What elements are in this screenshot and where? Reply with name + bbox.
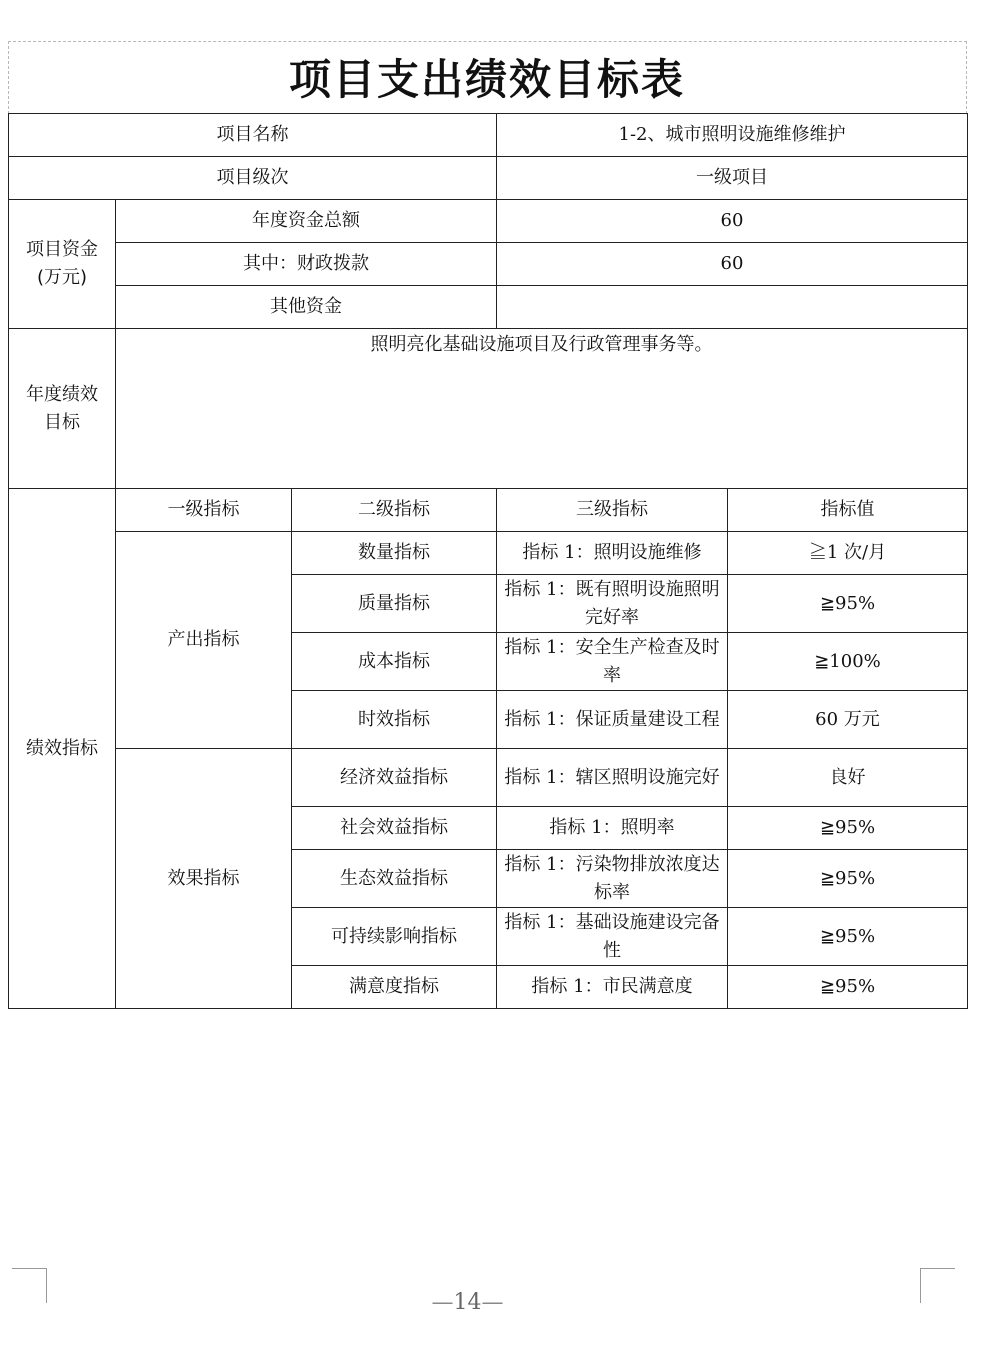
- fiscal-label: 其中：财政拨款: [116, 243, 497, 286]
- project-level-label: 项目级次: [9, 157, 497, 200]
- indicator-level2: 时效指标: [292, 691, 497, 749]
- annual-total-value: 60: [497, 200, 968, 243]
- page-number: 14: [453, 1290, 482, 1315]
- indicator-level2: 经济效益指标: [292, 749, 497, 807]
- indicator-level2: 可持续影响指标: [292, 908, 497, 966]
- indicator-value: 60 万元: [728, 691, 968, 749]
- fiscal-value: 60: [497, 243, 968, 286]
- header-level1: 一级指标: [116, 489, 292, 532]
- indicator-value: ≧95%: [728, 966, 968, 1009]
- annual-goal-text: 照明亮化基础设施项目及行政管理事务等。: [116, 329, 968, 489]
- indicator-value: ≧100%: [728, 633, 968, 691]
- project-level-value: 一级项目: [497, 157, 968, 200]
- annual-goal-label-line1: 年度绩效: [26, 383, 98, 405]
- page-title: 项目支出绩效目标表: [288, 55, 685, 104]
- indicator-header-row: [9, 489, 968, 532]
- indicator-level3: 指标 1：照明设施维修: [497, 532, 728, 575]
- effect-indicator-label: 效果指标: [116, 749, 292, 1009]
- indicator-level3: 指标 1：污染物排放浓度达标率: [497, 850, 728, 908]
- indicator-level2: 数量指标: [292, 532, 497, 575]
- other-funds-value: [497, 286, 968, 329]
- indicator-value: ≧95%: [728, 850, 968, 908]
- indicator-level2: 质量指标: [292, 575, 497, 633]
- indicator-level2: 社会效益指标: [292, 807, 497, 850]
- indicator-level2: 生态效益指标: [292, 850, 497, 908]
- output-indicator-label: 产出指标: [116, 532, 292, 749]
- funds-label-line2: (万元): [36, 267, 88, 288]
- other-funds-label: 其他资金: [116, 286, 497, 329]
- annual-goal-label: [9, 329, 116, 489]
- annual-total-row: [9, 200, 968, 243]
- performance-target-table: [8, 113, 968, 1009]
- indicators-section-label: 绩效指标: [9, 489, 116, 1009]
- funds-label-line1: 项目资金: [26, 239, 98, 260]
- fiscal-row: [9, 243, 968, 286]
- indicator-level3: 指标 1：安全生产检查及时率: [497, 633, 728, 691]
- indicator-value: 良好: [728, 749, 968, 807]
- header-level2: 二级指标: [292, 489, 497, 532]
- project-name-label: 项目名称: [9, 114, 497, 157]
- indicator-level3: 指标 1：照明率: [497, 807, 728, 850]
- indicator-level3: 指标 1：既有照明设施照明完好率: [497, 575, 728, 633]
- indicator-value: ≧95%: [728, 807, 968, 850]
- indicator-level3: 指标 1：保证质量建设工程: [497, 691, 728, 749]
- annual-goal-label-line2: 目标: [44, 411, 80, 433]
- indicator-level3: 指标 1：辖区照明设施完好: [497, 749, 728, 807]
- header-value: 指标值: [728, 489, 968, 532]
- indicator-row: [9, 749, 968, 807]
- indicator-level3: 指标 1：市民满意度: [497, 966, 728, 1009]
- page-footer: [0, 1290, 935, 1315]
- project-name-value: 1-2、城市照明设施维修维护: [497, 114, 968, 157]
- project-level-row: [9, 157, 968, 200]
- annual-goal-row: [9, 329, 968, 489]
- footer-dash-left: —: [431, 1290, 454, 1315]
- indicator-row: [9, 532, 968, 575]
- funds-label: [9, 200, 116, 329]
- other-funds-row: [9, 286, 968, 329]
- indicator-level2: 成本指标: [292, 633, 497, 691]
- indicator-level2: 满意度指标: [292, 966, 497, 1009]
- indicator-value: ≧95%: [728, 908, 968, 966]
- indicator-value: ≧95%: [728, 575, 968, 633]
- project-name-row: [9, 114, 968, 157]
- indicator-value: ≧1 次/月: [728, 532, 968, 575]
- footer-dash-right: —: [481, 1290, 504, 1315]
- annual-total-label: 年度资金总额: [116, 200, 497, 243]
- header-level3: 三级指标: [497, 489, 728, 532]
- indicator-level3: 指标 1：基础设施建设完备性: [497, 908, 728, 966]
